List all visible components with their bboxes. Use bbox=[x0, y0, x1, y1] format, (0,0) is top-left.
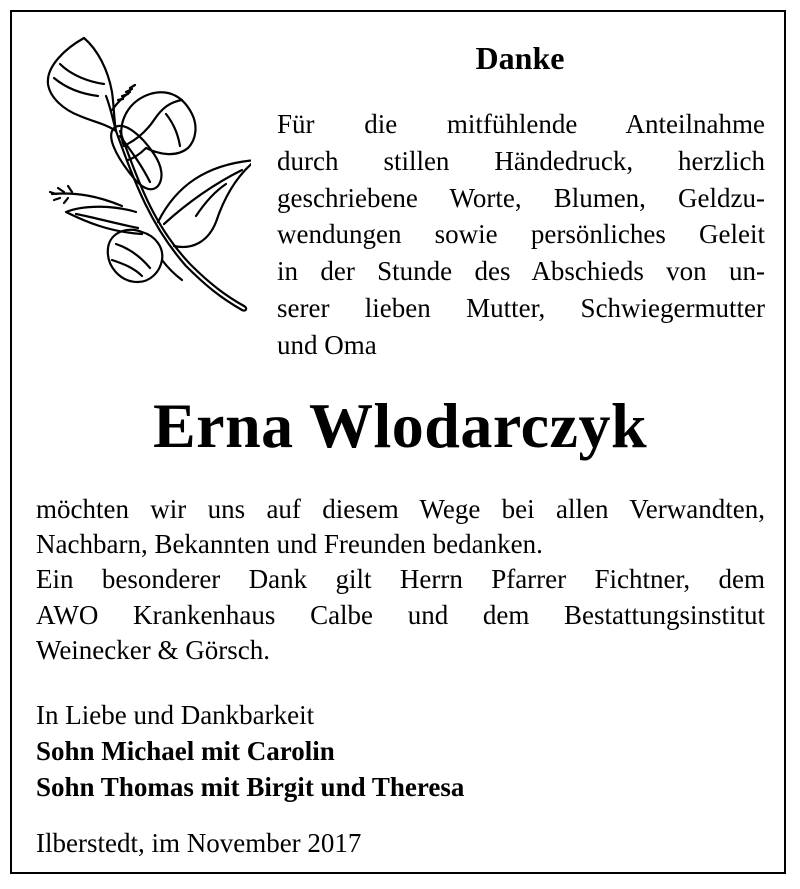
calla-lily-icon bbox=[46, 36, 251, 326]
place-date: Ilberstedt, im November 2017 bbox=[36, 828, 362, 858]
body-line: Weinecker & Görsch. bbox=[36, 634, 270, 665]
intro-line: Für die mitfühlende Anteilnahme bbox=[277, 109, 765, 139]
body-line: AWO Krankenhaus Calbe und dem Bestattungsinstitut bbox=[36, 599, 765, 630]
intro-line: geschriebene Worte, Blumen, Geldzu- bbox=[277, 182, 765, 213]
closing-phrase: In Liebe und Dankbarkeit bbox=[36, 700, 315, 730]
body-line: möchten wir uns auf diesem Wege bei allen Verwandten, bbox=[36, 494, 765, 524]
body-paragraph bbox=[36, 492, 765, 668]
body-line: Nachbarn, Bekannten und Freunden bedanken. bbox=[36, 529, 543, 560]
deceased-name: Erna Wlodarczyk bbox=[152, 390, 648, 461]
intro-paragraph bbox=[277, 106, 765, 364]
intro-line: und Oma bbox=[277, 329, 377, 360]
intro-line: in der Stunde des Abschieds von un- bbox=[277, 256, 765, 287]
body-line: Ein besonderer Dank gilt Herrn Pfarrer Fichtner, dem bbox=[36, 564, 765, 595]
signer-line: Sohn Michael mit Carolin bbox=[36, 736, 335, 766]
closing-block bbox=[36, 697, 765, 805]
intro-line: wendungen sowie persönliches Geleit bbox=[277, 219, 765, 250]
page-title: Danke bbox=[475, 40, 565, 76]
intro-line: serer lieben Mutter, Schwiegermutter bbox=[277, 292, 765, 323]
signer-line: Sohn Thomas mit Birgit und Theresa bbox=[36, 772, 465, 802]
intro-line: durch stillen Händedruck, herzlich bbox=[277, 145, 765, 176]
